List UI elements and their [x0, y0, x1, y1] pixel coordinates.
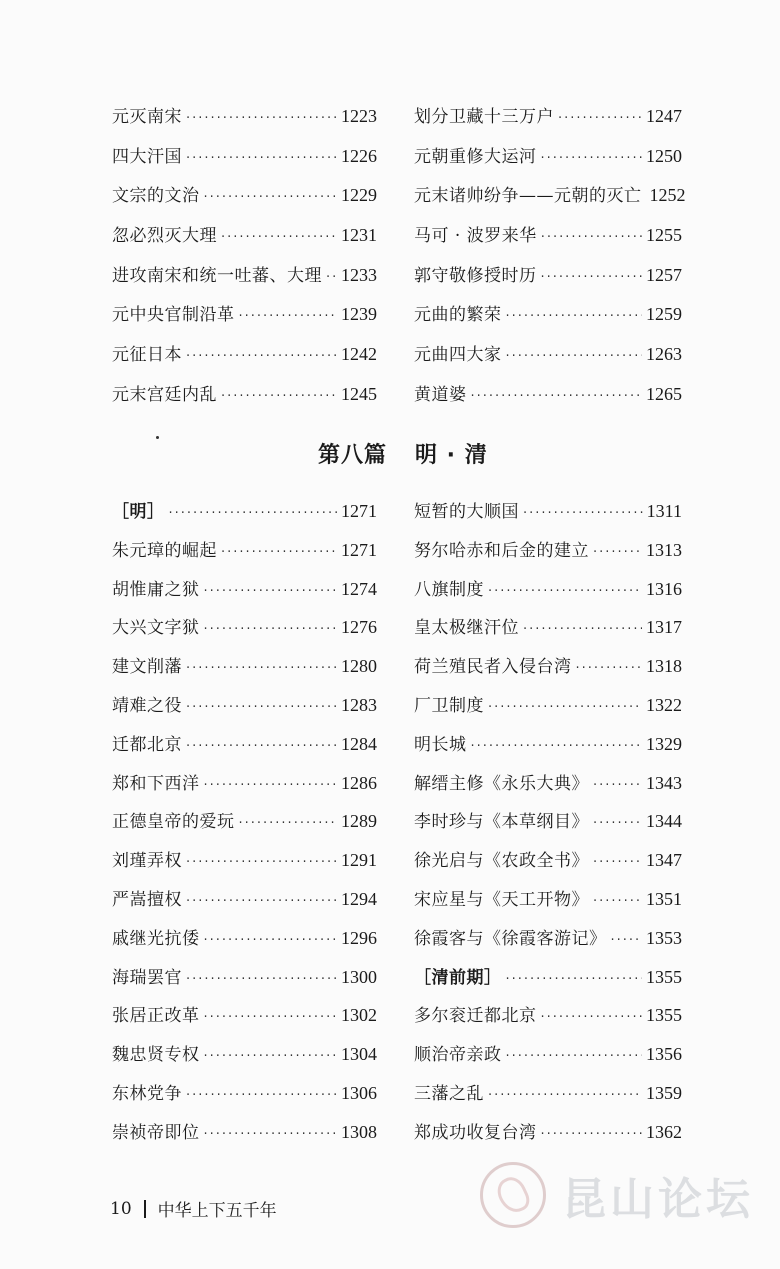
toc-entry: [414, 733, 682, 772]
toc-entry-page: 1276: [341, 617, 377, 638]
toc-entry-title: 东林党争: [112, 1083, 182, 1104]
toc-entry: [414, 303, 682, 343]
toc-entry-title: 徐霞客与《徐霞客游记》: [414, 928, 607, 949]
toc-entry-title: 朱元璋的崛起: [112, 540, 217, 561]
toc-leader-dots: [204, 1124, 338, 1146]
toc-entry-page: 1231: [341, 225, 377, 246]
toc-leader-dots: [204, 1046, 338, 1068]
footer-divider: [144, 1200, 146, 1218]
toc-entry-title: 解缙主修《永乐大典》: [414, 773, 589, 794]
toc-entry-page: 1245: [341, 383, 377, 404]
toc-entry-title: ［清前期］: [414, 967, 502, 988]
toc-entry: [112, 966, 377, 1005]
toc-entry-title: 戚继光抗倭: [112, 928, 200, 949]
toc-entry-title: 黄道婆: [414, 384, 467, 405]
section-name: 明 · 清: [415, 443, 488, 468]
toc-leader-dots: [186, 108, 337, 130]
toc-entry-page: 1247: [646, 106, 682, 126]
toc-entry-page: 1302: [341, 1005, 377, 1026]
toc-entry-page: 1250: [646, 145, 682, 166]
toc-entry: [112, 105, 377, 145]
toc-entry-page: 1242: [341, 344, 377, 365]
toc-entry: [112, 772, 377, 811]
toc-entry-title: 厂卫制度: [414, 695, 484, 716]
toc-leader-dots: [204, 581, 338, 603]
toc-leader-dots: [186, 969, 337, 991]
toc-entry-page: 1283: [341, 694, 377, 715]
toc-leader-dots: [204, 1007, 338, 1029]
toc-leader-dots: [204, 930, 338, 952]
toc-entry-title: 皇太极继汗位: [414, 618, 519, 639]
toc-leader-dots: [611, 930, 643, 952]
toc-entry-title: 刘瑾弄权: [112, 851, 182, 872]
toc-entry-page: 1353: [646, 927, 682, 948]
toc-entry-title: 努尔哈赤和后金的建立: [414, 540, 589, 561]
toc-entry-page: 1280: [341, 656, 377, 677]
toc-entry: [414, 383, 682, 423]
toc-entry: [112, 849, 377, 888]
toc-leader-dots: [541, 267, 643, 289]
toc-entry-page: 1239: [341, 304, 377, 325]
toc-leader-dots: [186, 891, 337, 913]
toc-entry: [414, 1043, 682, 1082]
toc-entry-page: 1226: [341, 145, 377, 166]
toc-entry: [112, 1121, 377, 1160]
toc-entry-title: 大兴文字狱: [112, 618, 200, 639]
toc-entry: [414, 224, 682, 264]
toc-entry-page: 1343: [646, 772, 682, 793]
toc-entry-title: 李时珍与《本草纲目》: [414, 812, 589, 833]
toc-entry: [112, 264, 377, 304]
toc-entry: [414, 772, 682, 811]
toc-entry-title: 郭守敬修授时历: [414, 265, 537, 286]
toc-leader-dots: [488, 1085, 642, 1107]
toc-entry-title: 严嵩擅权: [112, 889, 182, 910]
toc-entry: [414, 105, 682, 145]
toc-entry-page: 1255: [646, 225, 682, 246]
toc-entry: [414, 578, 682, 617]
toc-leader-dots: [576, 658, 643, 680]
toc-entry: [112, 184, 377, 224]
section-part: 第八篇: [318, 443, 388, 468]
toc-entry: [414, 500, 682, 539]
footer-book-title: 中华上下五千年: [157, 1201, 277, 1221]
toc-entry-page: 1274: [341, 578, 377, 599]
toc-entry-page: 1362: [646, 1121, 682, 1142]
toc-entry-title: 短暂的大顺国: [414, 502, 519, 522]
page-footer: [110, 1196, 277, 1221]
toc-entry-title: 徐光启与《农政全书》: [414, 851, 589, 872]
toc-column-top-left: [112, 105, 377, 423]
toc-entry: [414, 655, 682, 694]
toc-leader-dots: [239, 813, 338, 835]
toc-column-top-right: [414, 105, 686, 423]
toc-entry-page: 1347: [646, 850, 682, 871]
toc-entry-page: 1318: [646, 656, 682, 677]
toc-leader-dots: [239, 306, 338, 328]
toc-entry-page: 1233: [341, 264, 377, 285]
toc-entry-title: 胡惟庸之狱: [112, 579, 200, 600]
toc-leader-dots: [593, 852, 642, 874]
toc-entry-page: 1296: [341, 927, 377, 948]
toc-entry: [414, 1004, 682, 1043]
toc-entry: [414, 1082, 682, 1121]
toc-leader-dots: [186, 658, 337, 680]
toc-entry-title: 忽必烈灭大理: [112, 226, 217, 247]
toc-entry: [112, 539, 377, 578]
toc-leader-dots: [204, 619, 338, 641]
toc-entry: [414, 145, 682, 185]
toc-entry-title: 荷兰殖民者入侵台湾: [414, 657, 572, 678]
toc-entry: [112, 145, 377, 185]
toc-leader-dots: [523, 503, 643, 525]
section-heading: [318, 438, 488, 469]
toc-entry: [112, 1082, 377, 1121]
toc-entry-title: 郑和下西洋: [112, 773, 200, 794]
toc-entry-title: 明长城: [414, 734, 467, 755]
toc-entry-title: 顺治帝亲政: [414, 1045, 502, 1066]
toc-entry-title: 建文削藩: [112, 657, 182, 678]
toc-leader-dots: [506, 306, 643, 328]
toc-entry-page: 1317: [646, 617, 682, 638]
toc-leader-dots: [541, 148, 643, 170]
toc-entry: [414, 184, 686, 224]
toc-leader-dots: [506, 346, 643, 368]
toc-entry-title: 元灭南宋: [112, 107, 182, 127]
toc-entry-page: 1316: [646, 578, 682, 599]
toc-entry-title: ［明］: [112, 502, 165, 522]
toc-leader-dots: [186, 736, 337, 758]
toc-leader-dots: [593, 542, 642, 564]
toc-leader-dots: [523, 619, 642, 641]
toc-leader-dots: [506, 1046, 643, 1068]
toc-entry: [112, 303, 377, 343]
toc-leader-dots: [169, 503, 338, 525]
toc-entry-title: 划分卫藏十三万户: [414, 107, 554, 127]
toc-entry: [414, 810, 682, 849]
watermark: [480, 1160, 770, 1230]
toc-entry: [112, 694, 377, 733]
toc-entry-page: 1344: [646, 811, 682, 832]
toc-entry-title: 元中央官制沿革: [112, 305, 235, 326]
toc-entry: [414, 539, 682, 578]
toc-entry-page: 1351: [646, 888, 682, 909]
toc-leader-dots: [204, 187, 338, 209]
toc-leader-dots: [221, 386, 337, 408]
toc-entry: [414, 264, 682, 304]
toc-leader-dots: [186, 1085, 337, 1107]
toc-leader-dots: [593, 775, 642, 797]
toc-leader-dots: [186, 852, 337, 874]
toc-entry-page: 1304: [341, 1044, 377, 1065]
toc-entry-page: 1306: [341, 1082, 377, 1103]
toc-leader-dots: [488, 581, 642, 603]
toc-entry-page: 1308: [341, 1121, 377, 1142]
toc-entry: [112, 616, 377, 655]
toc-entry-page: 1300: [341, 966, 377, 987]
toc-entry-title: 海瑞罢官: [112, 967, 182, 988]
toc-entry-title: 正德皇帝的爱玩: [112, 812, 235, 833]
toc-leader-dots: [471, 386, 643, 408]
toc-entry-title: 八旗制度: [414, 579, 484, 600]
toc-entry: [112, 1004, 377, 1043]
toc-entry: [414, 888, 682, 927]
toc-entry-title: 进攻南宋和统一吐蕃、大理: [112, 265, 322, 286]
toc-entry-page: 1257: [646, 264, 682, 285]
toc-entry-title: 元征日本: [112, 345, 182, 366]
toc-entry-page: 1284: [341, 733, 377, 754]
toc-entry-page: 1294: [341, 888, 377, 909]
toc-entry-page: 1313: [646, 539, 682, 560]
toc-entry-title: 元末宫廷内乱: [112, 384, 217, 405]
toc-entry-title: 郑成功收复台湾: [414, 1122, 537, 1143]
toc-leader-dots: [541, 1124, 643, 1146]
toc-entry: [414, 343, 682, 383]
toc-entry: [112, 500, 377, 539]
toc-entry-page: 1263: [646, 344, 682, 365]
toc-entry-title: 四大汗国: [112, 146, 182, 167]
toc-entry: [112, 927, 377, 966]
toc-entry: [112, 733, 377, 772]
toc-entry-title: 张居正改革: [112, 1006, 200, 1027]
toc-column-bottom-right: [414, 500, 682, 1160]
toc-leader-dots: [471, 736, 643, 758]
toc-leader-dots: [506, 969, 643, 991]
toc-entry-page: 1356: [646, 1044, 682, 1065]
toc-leader-dots: [186, 697, 337, 719]
watermark-seal-icon: [480, 1162, 546, 1228]
toc-entry-title: 崇祯帝即位: [112, 1122, 200, 1143]
toc-entry-page: 1355: [646, 1005, 682, 1026]
toc-entry-title: 元曲的繁荣: [414, 305, 502, 326]
toc-entry: [112, 1043, 377, 1082]
toc-entry-title: 宋应星与《天工开物》: [414, 889, 589, 910]
toc-entry-title: 迁都北京: [112, 734, 182, 755]
toc-entry: [414, 694, 682, 733]
toc-entry-page: 1271: [341, 501, 377, 521]
toc-entry-title: 文宗的文治: [112, 186, 200, 207]
toc-entry-page: 1322: [646, 694, 682, 715]
toc-entry-page: 1289: [341, 811, 377, 832]
toc-entry-page: 1259: [646, 304, 682, 325]
toc-leader-dots: [221, 542, 337, 564]
toc-entry-page: 1229: [341, 185, 377, 206]
toc-entry: [112, 888, 377, 927]
toc-entry-title: 元曲四大家: [414, 345, 502, 366]
toc-entry-title: 元朝重修大运河: [414, 146, 537, 167]
toc-leader-dots: [204, 775, 338, 797]
toc-leader-dots: [221, 227, 337, 249]
toc-entry-title: 元末诸帅纷争——元朝的灭亡: [414, 186, 642, 207]
toc-entry: [112, 578, 377, 617]
toc-entry-title: 靖难之役: [112, 695, 182, 716]
toc-leader-dots: [326, 267, 337, 289]
toc-entry: [112, 343, 377, 383]
toc-entry-page: 1271: [341, 539, 377, 560]
toc-leader-dots: [186, 148, 337, 170]
toc-entry-title: 马可 · 波罗来华: [414, 226, 537, 247]
toc-entry: [414, 927, 682, 966]
toc-entry-title: 多尔衮迁都北京: [414, 1006, 537, 1027]
toc-entry: [112, 810, 377, 849]
toc-entry-page: 1252: [649, 185, 686, 206]
toc-entry-page: 1223: [341, 106, 377, 126]
toc-entry-page: 1291: [341, 850, 377, 871]
toc-leader-dots: [593, 813, 642, 835]
toc-leader-dots: [593, 891, 642, 913]
toc-column-bottom-left: [112, 500, 377, 1160]
toc-entry: [414, 616, 682, 655]
toc-entry: [414, 1121, 682, 1160]
footer-page-number: 10: [110, 1198, 132, 1219]
toc-leader-dots: [488, 697, 642, 719]
toc-entry: [112, 224, 377, 264]
toc-entry: [414, 849, 682, 888]
toc-leader-dots: [541, 227, 642, 249]
watermark-text: 昆山论坛: [562, 1174, 754, 1225]
toc-entry: [112, 383, 377, 423]
toc-leader-dots: [541, 1007, 643, 1029]
toc-entry-title: 三藩之乱: [414, 1083, 484, 1104]
toc-entry-page: 1311: [646, 501, 682, 521]
toc-leader-dots: [558, 108, 642, 130]
toc-leader-dots: [186, 346, 337, 368]
toc-entry-page: 1359: [646, 1082, 682, 1103]
toc-entry-page: 1355: [646, 966, 682, 987]
toc-entry-page: 1265: [646, 383, 682, 404]
toc-entry-page: 1329: [646, 733, 682, 754]
stray-dot: [156, 436, 159, 439]
toc-entry: [414, 966, 682, 1005]
toc-entry-title: 魏忠贤专权: [112, 1045, 200, 1066]
toc-entry-page: 1286: [341, 772, 377, 793]
toc-entry: [112, 655, 377, 694]
